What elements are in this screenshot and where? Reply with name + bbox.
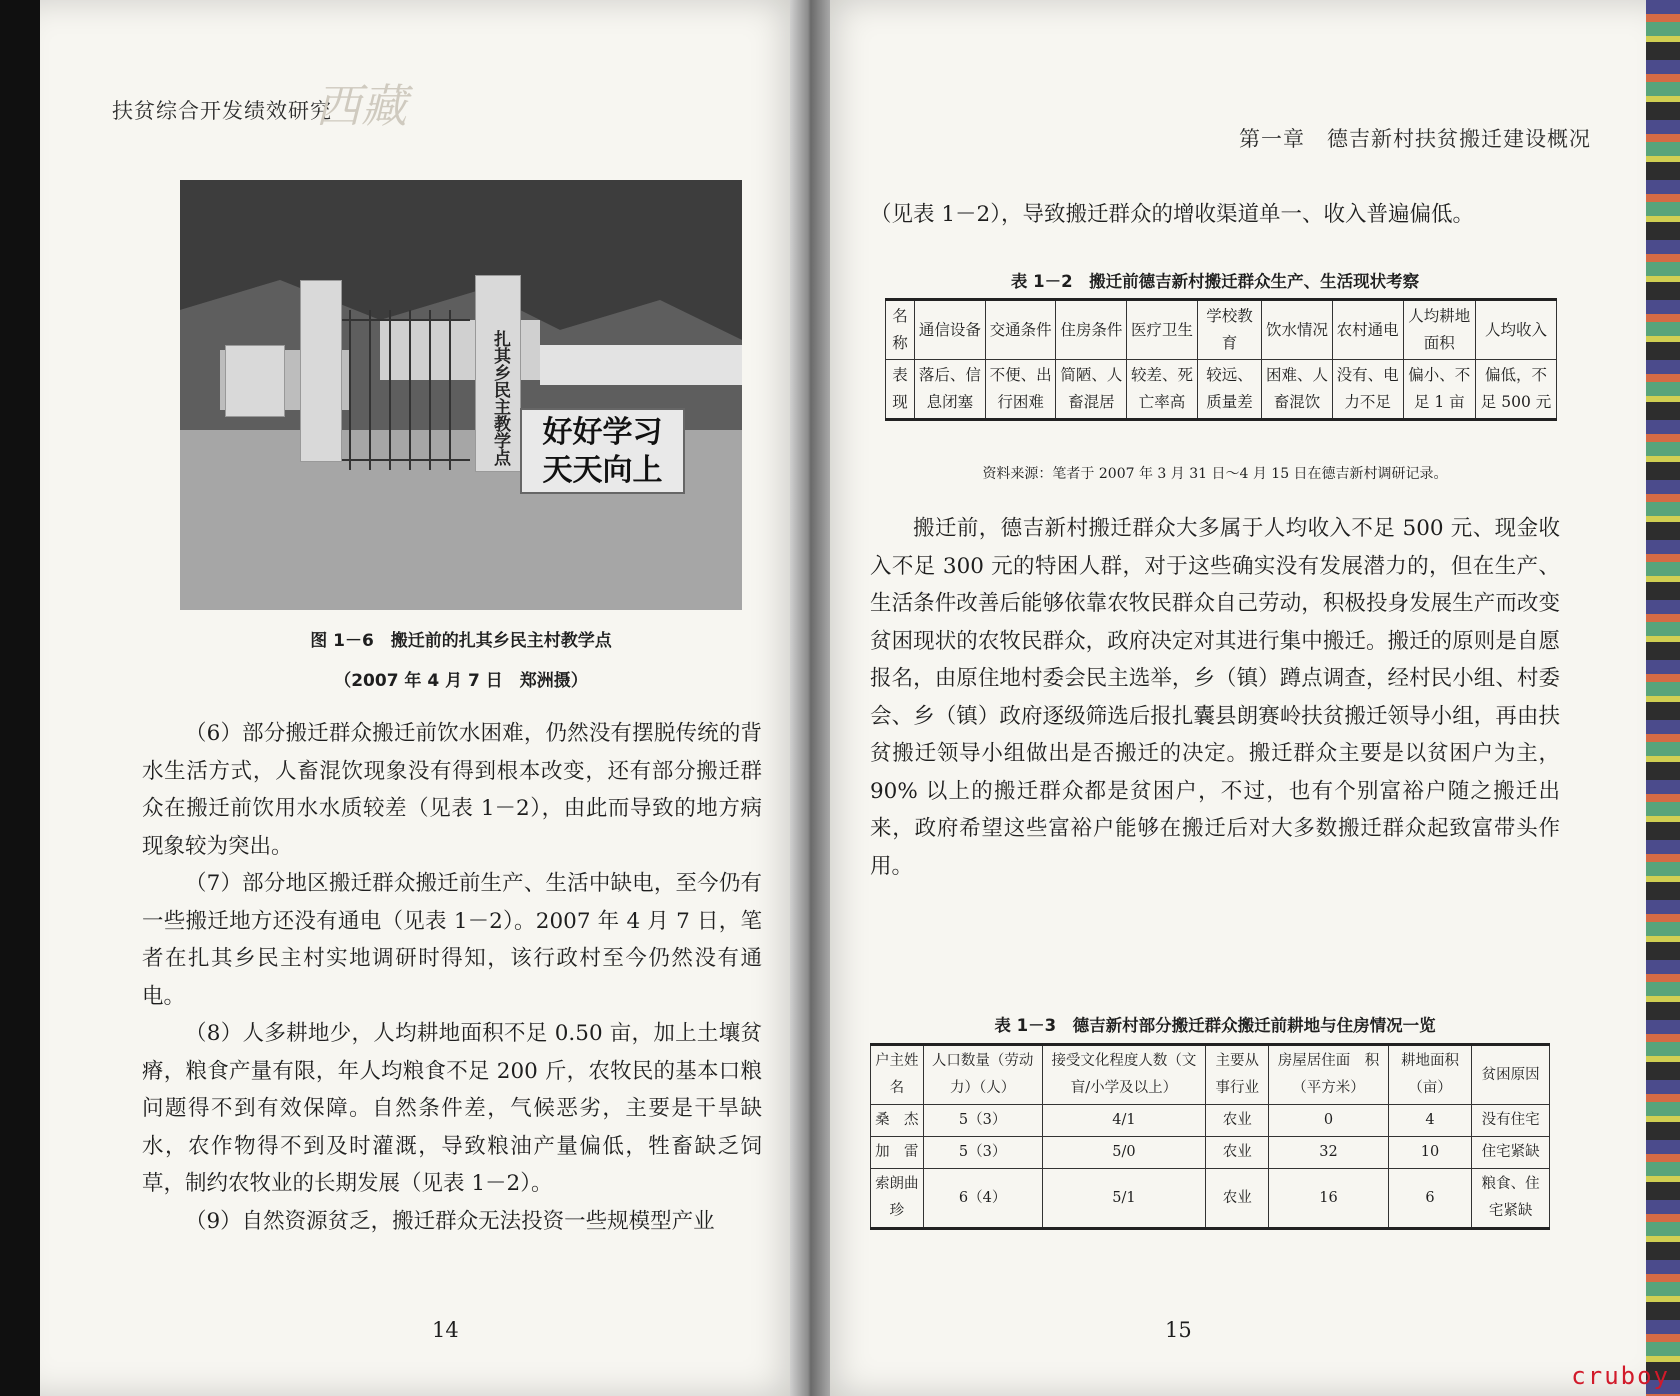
table-cell: 5/0 [1042, 1137, 1206, 1169]
right-page [810, 0, 1646, 1396]
table-cell: 住宅紧缺 [1472, 1137, 1550, 1169]
column-header: 接受文化程度人数（文盲/小学及以上） [1042, 1045, 1206, 1105]
table-cell: 通信设备 [915, 300, 986, 360]
table-1-3-title: 表 1－3 德吉新村部分搬迁群众搬迁前耕地与住房情况一览 [994, 1016, 1436, 1035]
row-header: 表现 [886, 360, 915, 420]
table-cell: 5（3） [923, 1105, 1042, 1137]
table-cell: 偏低，不足 500 元 [1476, 360, 1557, 420]
table-cell: 5（3） [923, 1137, 1042, 1169]
table-cell: 32 [1269, 1137, 1388, 1169]
paragraph-6: （6）部分搬迁群众搬迁前饮水困难，仍然没有摆脱传统的背水生活方式，人畜混饮现象没有得到根本改变，还有部分搬迁群众在搬迁前饮用水水质较差（见表 1－2），由此而导致的地方病现象较为突出。 [142, 721, 762, 859]
stamp-logo: 西藏 [315, 79, 407, 133]
paragraph-relocation: 搬迁前，德吉新村搬迁群众大多属于人均收入不足 500 元、现金收入不足 300 元的特困人群，对于这些确实没有发展潜力的，但在生产、生活条件改善后能够依靠农牧民群众自己劳动，积极投身发展生产而改变贫困现状的农牧民群众，政府决定对其进行集中搬迁。搬迁的原则是自愿报名，由原住地村委会民主选举，乡（镇）蹲点调查，经村民小组、村委会、乡（镇）政府逐级筛选后报扎囊县朗赛岭扶贫搬迁领导小组，再由扶贫搬迁领导小组做出是否搬迁的决定。搬迁群众主要是以贫困户为主，90% 以上的搬迁群众都是贫困户，不过，也有个别富裕户随之搬迁出来，政府希望这些富裕户能够在搬迁后对大多数搬迁群众起致富带头作用。 [870, 516, 1560, 879]
table-cell: 简陋、人畜混居 [1056, 360, 1127, 420]
table-cell: 人均耕地面积 [1403, 300, 1476, 360]
table-cell: 饮水情况 [1262, 300, 1333, 360]
column-header: 主要从事行业 [1206, 1045, 1269, 1105]
slogan-line-2: 天天向上 [542, 453, 663, 488]
table-cell: 农业 [1206, 1137, 1269, 1169]
table-cell: 困难、人畜混饮 [1262, 360, 1333, 420]
row-header: 名称 [886, 300, 915, 360]
figure-caption-credit: （2007 年 4 月 7 日 郑洲摄） [334, 671, 588, 691]
slogan-sign [520, 408, 685, 494]
left-page [40, 0, 810, 1396]
table-cell: 10 [1388, 1137, 1472, 1169]
figure-caption-title: 图 1－6 搬迁前的扎其乡民主村教学点 [310, 631, 612, 651]
table-cell: 5/1 [1042, 1169, 1206, 1229]
table-cell: 医疗卫生 [1127, 300, 1198, 360]
table-cell: 桑 杰 [871, 1105, 924, 1137]
table-1-3 [870, 1043, 1550, 1230]
table-1-2 [885, 298, 1557, 421]
table-cell: 农业 [1206, 1169, 1269, 1229]
table-cell: 16 [1269, 1169, 1388, 1229]
table-cell: 6 [1388, 1169, 1472, 1229]
table-cell: 人均收入 [1476, 300, 1557, 360]
table-cell: 农村通电 [1332, 300, 1403, 360]
table-cell: 粮食、住宅紧缺 [1472, 1169, 1550, 1229]
table-cell: 落后、信息闭塞 [915, 360, 986, 420]
table-cell: 0 [1269, 1105, 1388, 1137]
paragraph-9: （9）自然资源贫乏，搬迁群众无法投资一些规模型产业 [185, 1208, 715, 1234]
left-body-text [142, 715, 762, 1240]
page-number-left: 14 [432, 1318, 459, 1342]
table-cell: 较差、死亡率高 [1127, 360, 1198, 420]
photo-teaching-point [180, 180, 742, 610]
column-header: 人口数量（劳动力）（人） [923, 1045, 1042, 1105]
table-cell: 较远、质量差 [1197, 360, 1261, 420]
table-row [871, 1105, 1550, 1137]
column-header: 贫困原因 [1472, 1045, 1550, 1105]
page-number-right: 15 [1165, 1318, 1192, 1342]
table-cell: 没有、电力不足 [1332, 360, 1403, 420]
table-cell: 学校教育 [1197, 300, 1261, 360]
table-cell: 加 雷 [871, 1137, 924, 1169]
table-cell: 4 [1388, 1105, 1472, 1137]
table-header-row [871, 1045, 1550, 1105]
paragraph-8: （8）人多耕地少，人均耕地面积不足 0.50 亩，加上土壤贫瘠，粮食产量有限，年人均粮食不足 200 斤，农牧民的基本口粮问题得不到有效保障。自然条件差，气候恶劣，主要是干旱缺水，农作物得不到及时灌溉，导致粮油产量偏低，牲畜缺乏饲草，制约农牧业的长期发展（见表 1－2）。 [142, 1021, 762, 1196]
table-cell: 偏小、不足 1 亩 [1403, 360, 1476, 420]
table-row [886, 300, 1557, 360]
book-spine [790, 0, 830, 1396]
table-cell: 6（4） [923, 1169, 1042, 1229]
table-row [871, 1137, 1550, 1169]
paragraph-7: （7）部分地区搬迁群众搬迁前生产、生活中缺电，至今仍有一些搬迁地方还没有通电（见表 1－2）。2007 年 4 月 7 日，笔者在扎其乡民主村实地调研时得知，该行政村至今仍然没有通电。 [142, 871, 762, 1009]
column-header: 户主姓名 [871, 1045, 924, 1105]
page-edge-strip [1646, 0, 1680, 1396]
table-1-2-source: 资料来源：笔者于 2007 年 3 月 31 日～4 月 15 日在德吉新村调研记录。 [982, 466, 1448, 482]
intro-text [870, 196, 1560, 234]
table-row [871, 1169, 1550, 1229]
running-head-right: 第一章 德吉新村扶贫搬迁建设概况 [1239, 127, 1591, 151]
watermark: cruboy [1571, 1362, 1670, 1390]
table-cell: 没有住宅 [1472, 1105, 1550, 1137]
slogan-line-1: 好好学习 [542, 415, 663, 450]
wall-plaque [225, 345, 285, 417]
pillar-text: 扎其乡民主教学点 [490, 330, 510, 466]
table-cell: 索朗曲珍 [871, 1169, 924, 1229]
intro-line: （见表 1－2），导致搬迁群众的增收渠道单一、收入普遍偏低。 [870, 202, 1474, 227]
column-header: 耕地面积（亩） [1388, 1045, 1472, 1105]
column-header: 房屋居住面 积（平方米） [1269, 1045, 1388, 1105]
right-body-text [870, 510, 1560, 885]
gate-pillar-left [300, 280, 342, 462]
table-cell: 不便、出行困难 [985, 360, 1056, 420]
running-head-left: 扶贫综合开发绩效研究 [112, 99, 332, 123]
table-cell: 农业 [1206, 1105, 1269, 1137]
table-cell: 住房条件 [1056, 300, 1127, 360]
table-cell: 4/1 [1042, 1105, 1206, 1137]
table-1-2-title: 表 1－2 搬迁前德吉新村搬迁群众生产、生活现状考察 [1010, 272, 1420, 291]
table-cell: 交通条件 [985, 300, 1056, 360]
table-row [886, 360, 1557, 420]
